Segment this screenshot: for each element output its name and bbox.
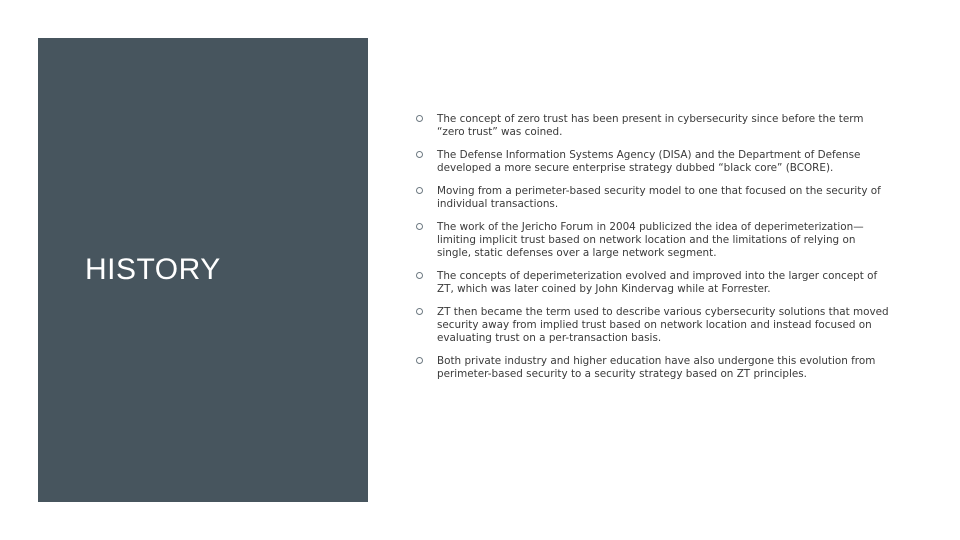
hollow-circle-icon [416,115,423,122]
bullet-item-2 [412,149,890,175]
bullet-text: The Defense Information Systems Agency (DISA) and the Department of Defense developed a more secure enterprise strategy dubbed “black core” (BCORE). [437,149,861,174]
hollow-circle-icon [416,223,423,230]
history-bullet-list [412,113,890,391]
slide-title: HISTORY [85,253,221,286]
bullet-text: ZT then became the term used to describe various cybersecurity solutions that moved security away from implied trust based on network location and instead focused on evaluating trust on a per-transaction basis. [437,306,889,344]
hollow-circle-icon [416,187,423,194]
bullet-text: The work of the Jericho Forum in 2004 publicized the idea of deperimeterization—limiting implicit trust based on network location and the limitations of relying on single, static defenses over a large network segment. [437,221,864,259]
hollow-circle-icon [416,272,423,279]
bullet-item-3 [412,185,890,211]
bullet-item-4 [412,221,890,260]
hollow-circle-icon [416,308,423,315]
hollow-circle-icon [416,151,423,158]
bullet-text: The concepts of deperimeterization evolved and improved into the larger concept of ZT, which was later coined by John Kindervag while at Forrester. [437,270,878,295]
bullet-text: Moving from a perimeter-based security model to one that focused on the security of individual transactions. [437,185,881,210]
hollow-circle-icon [416,357,423,364]
bullet-item-7 [412,355,890,381]
bullet-item-5 [412,270,890,296]
bullet-text: Both private industry and higher education have also undergone this evolution from perimeter-based security to a security strategy based on ZT principles. [437,355,876,380]
bullet-item-6 [412,306,890,345]
bullet-item-1 [412,113,890,139]
bullet-text: The concept of zero trust has been present in cybersecurity since before the term “zero trust” was coined. [437,113,864,138]
